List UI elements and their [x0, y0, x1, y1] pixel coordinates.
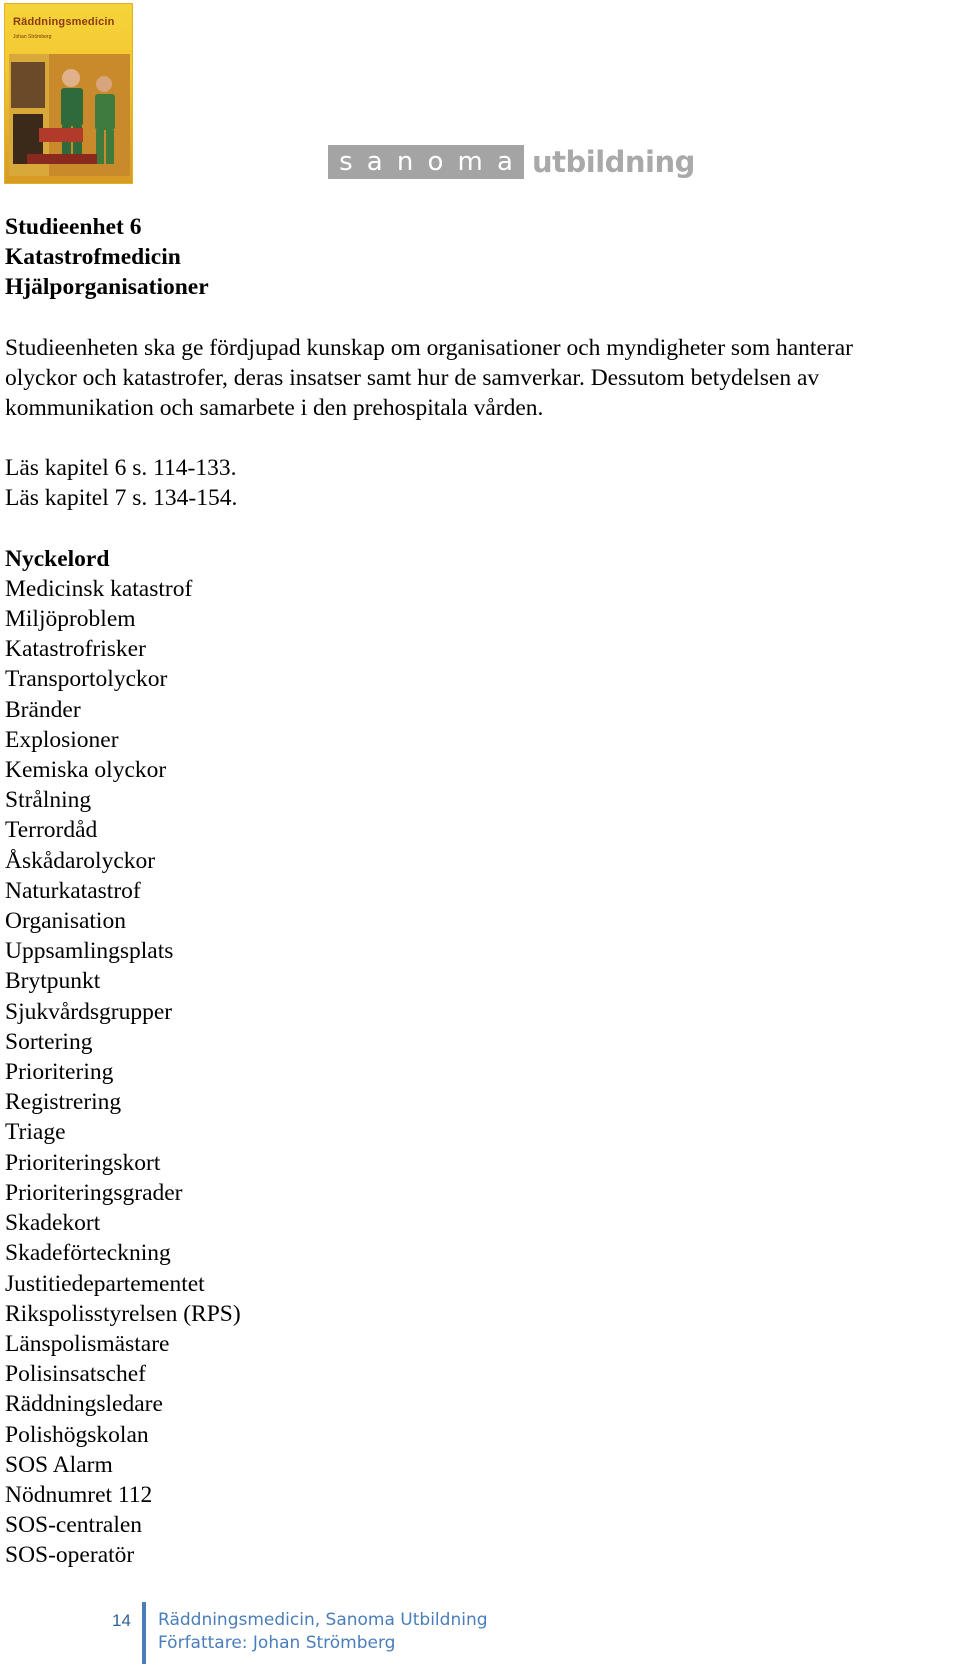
keyword-item: Prioriteringsgrader [5, 1179, 183, 1206]
footer-divider [142, 1602, 146, 1664]
keyword-item: Terrordåd [5, 817, 98, 844]
keyword-item: Åskådarolyckor [5, 847, 156, 874]
keyword-item: SOS-operatör [5, 1542, 135, 1569]
publisher-suffix: utbildning [532, 145, 695, 179]
publisher-logo [328, 145, 695, 179]
footer-text [158, 1602, 488, 1660]
keyword-item: Kemiska olyckor [5, 757, 167, 784]
footer-author: Författare: Johan Strömberg [158, 1633, 396, 1653]
unit-title: Katastrofmedicin [5, 244, 181, 271]
cover-author: Johan Strömberg [13, 34, 52, 40]
keyword-item: Länspolismästare [5, 1330, 170, 1357]
unit-description [5, 333, 955, 424]
keyword-item: Justitiedepartementet [5, 1270, 205, 1297]
keyword-item: Transportolyckor [5, 666, 168, 693]
book-cover-image [4, 3, 133, 184]
reading-assignment: Läs kapitel 7 s. 134-154. [5, 485, 238, 512]
keywords-heading: Nyckelord [5, 545, 110, 572]
unit-number: Studieenhet 6 [5, 214, 142, 240]
description-line: olyckor och katastrofer, deras insatser samt hur de samverkar. Dessutom betydelsen av [5, 364, 820, 391]
keyword-item: SOS Alarm [5, 1451, 113, 1478]
unit-subtitle: Hjälporganisationer [5, 274, 209, 301]
brand-letter: n [396, 147, 414, 177]
keyword-item: Bränder [5, 696, 81, 723]
brand-letter: a [496, 147, 513, 177]
cover-title: Räddningsmedicin [13, 16, 115, 28]
page-number: 14 [112, 1611, 131, 1630]
keyword-item: Naturkatastrof [5, 877, 141, 904]
keyword-item: Skadeförteckning [5, 1240, 171, 1267]
keyword-item: Sjukvårdsgrupper [5, 998, 173, 1025]
keyword-item: Prioritering [5, 1059, 114, 1086]
reading-assignment: Läs kapitel 6 s. 114-133. [5, 455, 237, 482]
keyword-item: Explosioner [5, 726, 119, 753]
keyword-item: Polishögskolan [5, 1421, 149, 1448]
keyword-item: Skadekort [5, 1210, 101, 1237]
keyword-item: Brytpunkt [5, 968, 101, 995]
keyword-item: Nödnumret 112 [5, 1481, 153, 1508]
keyword-item: Strålning [5, 787, 92, 814]
cover-photo-ambulance-scene [9, 54, 130, 176]
brand-letter: a [366, 147, 383, 177]
brand-letter: o [427, 147, 444, 177]
keyword-item: Miljöproblem [5, 606, 136, 633]
keyword-item: Katastrofrisker [5, 636, 146, 663]
brand-letter: m [457, 147, 483, 177]
keywords-list [5, 574, 955, 1571]
keyword-item: Räddningsledare [5, 1391, 163, 1418]
keyword-item: Prioriteringskort [5, 1149, 161, 1176]
keyword-item: SOS-centralen [5, 1512, 143, 1539]
page-footer [112, 1602, 488, 1660]
keyword-item: Polisinsatschef [5, 1361, 146, 1388]
keyword-item: Rikspolisstyrelsen (RPS) [5, 1300, 241, 1327]
keyword-item: Medicinsk katastrof [5, 575, 193, 602]
keyword-item: Sortering [5, 1028, 93, 1055]
keyword-item: Triage [5, 1119, 66, 1146]
footer-book-publisher: Räddningsmedicin, Sanoma Utbildning [158, 1610, 488, 1630]
document-body [5, 212, 955, 1571]
keyword-item: Uppsamlingsplats [5, 938, 174, 965]
keyword-item: Organisation [5, 908, 126, 935]
sanoma-wordmark [328, 145, 524, 179]
brand-letter: s [339, 147, 353, 177]
description-line: kommunikation och samarbete i den prehospitala vården. [5, 395, 544, 422]
description-line: Studieenheten ska ge fördjupad kunskap om organisationer och myndigheter som hanterar [5, 334, 853, 361]
keyword-item: Registrering [5, 1089, 122, 1116]
